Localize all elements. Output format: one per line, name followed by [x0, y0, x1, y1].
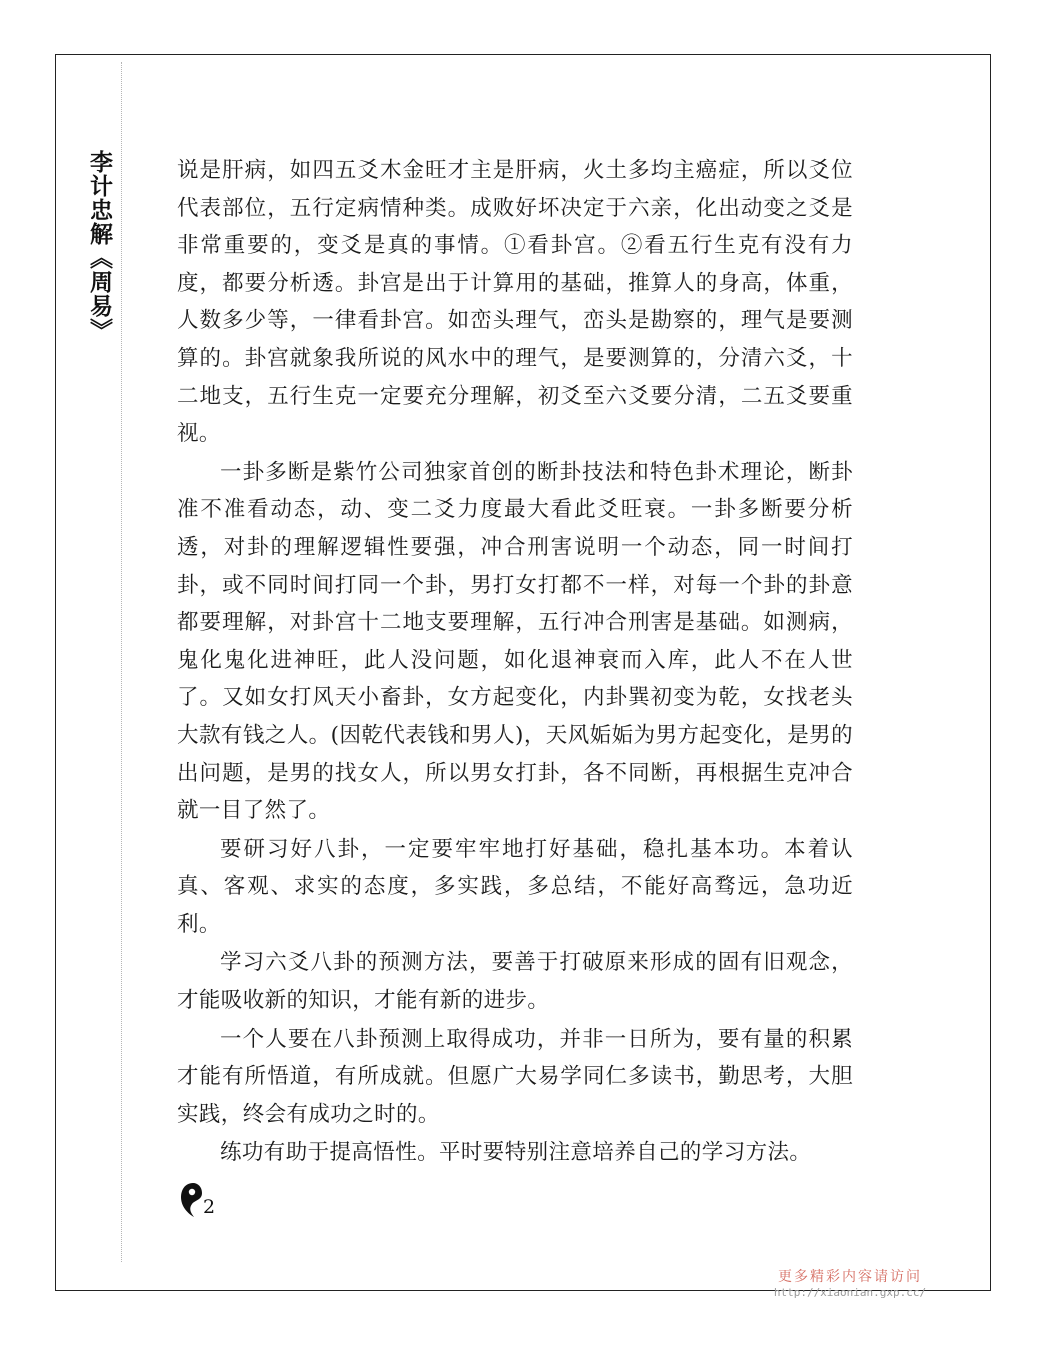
paragraph: 学习六爻八卦的预测方法，要善于打破原来形成的固有旧观念，才能吸收新的知识，才能有新的进步。 — [177, 950, 853, 1014]
watermark-url: http://xiaonian.gxp.cc/ — [773, 1286, 927, 1299]
spine-rule — [121, 62, 122, 1262]
running-title: 李计忠解《周易》 — [86, 150, 112, 342]
page-number-text: 2 — [203, 1196, 216, 1218]
paragraph: 一卦多断是紫竹公司独家首创的断卦技法和特色卦术理论，断卦准不准看动态，动、变二爻力度最大看此爻旺衰。一卦多断要分析透，对卦的理解逻辑性要强，冲合刑害说明一个动态，同一时间打卦，或不同时间打同一个卦，男打女打都不一样，对每一个卦的卦意都要理解，对卦宫十二地支要理解，五行冲合刑害是基础。如测病，鬼化鬼化进神旺，此人没问题，如化退神衰而入库，此人不在人世了。又如女打风天小畜卦，女方起变化，内卦巽初变为乾，女找老头大款有钱之人。(因乾代表钱和男人)，天风姤姤为男方起变化，是男的出问题，是男的找女人，所以男女打卦，各不同断，再根据生克冲合就一目了然了。 — [177, 459, 853, 824]
paragraph: 要研习好八卦，一定要牢牢地打好基础，稳扎基本功。本着认真、客观、求实的态度，多实践，多总结，不能好高骛远，急功近利。 — [177, 836, 853, 937]
paragraph: 练功有助于提高悟性。平时要特别注意培养自己的学习方法。 — [220, 1140, 812, 1166]
body-text — [177, 152, 853, 1173]
page-number — [180, 1178, 215, 1218]
paragraph: 一个人要在八卦预测上取得成功，并非一日所为，要有量的积累才能有所悟道，有所成就。但愿广大易学同仁多读书，勤思考，大胆实践，终会有成功之时的。 — [177, 1026, 853, 1127]
paragraph: 说是肝病，如四五爻木金旺才主是肝病，火土多均主癌症，所以爻位代表部位，五行定病情种类。成败好坏决定于六亲，化出动变之爻是非常重要的，变爻是真的事情。①看卦宫。②看五行生克有没有力度，都要分析透。卦宫是出于计算用的基础，推算人的身高，体重，人数多少等，一律看卦宫。如峦头理气，峦头是勘察的，理气是要测算的。卦宫就象我所说的风水中的理气，是要测算的，分清六爻，十二地支，五行生克一定要充分理解，初爻至六爻要分清，二五爻要重视。 — [177, 158, 853, 447]
watermark — [750, 1268, 950, 1300]
watermark-text: 更多精彩内容请访问 — [778, 1269, 922, 1285]
